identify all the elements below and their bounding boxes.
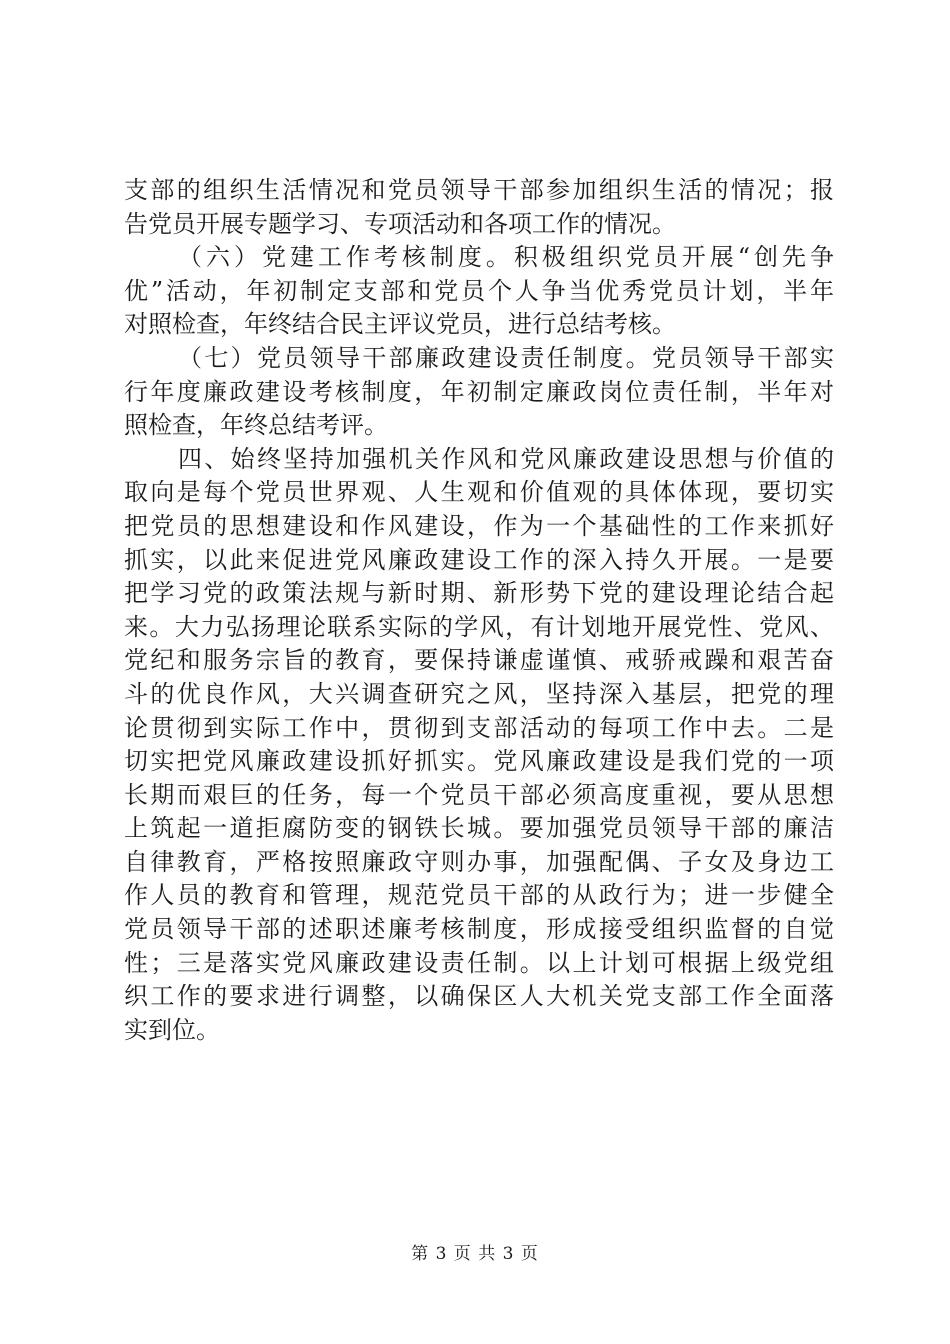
text-line: 优”活动，年初制定支部和党员个人争当优秀党员计划，半年 (124, 276, 834, 305)
text-line: 党员领导干部的述职述廉考核制度，形成接受组织监督的自觉 (124, 915, 834, 944)
text-line: 来。大力弘扬理论联系实际的学风，有计划地开展党性、党风、 (124, 612, 834, 641)
text-line: 论贯彻到实际工作中，贯彻到支部活动的每项工作中去。二是 (124, 713, 834, 742)
text-line: 长期而艰巨的任务，每一个党员干部必须高度重视，要从思想 (124, 780, 834, 809)
text-line: 照检查，年终总结考评。 (124, 411, 388, 440)
text-line: 支部的组织生活情况和党员领导干部参加组织生活的情况；报 (124, 176, 834, 204)
text-line: 四、始终坚持加强机关作风和党风廉政建设思想与价值的 (178, 444, 834, 473)
text-line: 性；三是落实党风廉政建设责任制。以上计划可根据上级党组 (124, 948, 834, 977)
body-text (124, 174, 834, 1047)
text-line: 实到位。 (124, 1015, 220, 1044)
page-number-footer: 第 3 页 共 3 页 (411, 1244, 539, 1264)
text-line: 上筑起一道拒腐防变的钢铁长城。要加强党员领导干部的廉洁 (124, 814, 834, 843)
text-line: 党纪和服务宗旨的教育，要保持谦虚谨慎、戒骄戒躁和艰苦奋 (124, 646, 834, 675)
text-line: 行年度廉政建设考核制度，年初制定廉政岗位责任制，半年对 (124, 377, 834, 406)
text-line: 斗的优良作风，大兴调查研究之风，坚持深入基层，把党的理 (124, 679, 834, 708)
text-line: 自律教育，严格按照廉政守则办事，加强配偶、子女及身边工 (124, 847, 834, 876)
text-line: 抓实，以此来促进党风廉政建设工作的深入持久开展。一是要 (124, 545, 834, 574)
text-line: 把党员的思想建设和作风建设，作为一个基础性的工作来抓好 (124, 511, 834, 540)
text-line: 取向是每个党员世界观、人生观和价值观的具体体现，要切实 (124, 478, 834, 507)
text-line: 把学习党的政策法规与新时期、新形势下党的建设理论结合起 (124, 579, 834, 608)
text-line: 作人员的教育和管理，规范党员干部的从政行为；进一步健全 (124, 881, 834, 910)
text-line: （六）党建工作考核制度。积极组织党员开展“创先争 (178, 243, 834, 272)
text-line: 织工作的要求进行调整，以确保区人大机关党支部工作全面落 (124, 982, 834, 1011)
text-line: 告党员开展专题学习、专项活动和各项工作的情况。 (124, 209, 676, 238)
text-line: （七）党员领导干部廉政建设责任制度。党员领导干部实 (178, 343, 834, 372)
text-line: 对照检查，年终结合民主评议党员，进行总结考核。 (124, 310, 676, 339)
text-line: 切实把党风廉政建设抓好抓实。党风廉政建设是我们党的一项 (124, 747, 834, 776)
